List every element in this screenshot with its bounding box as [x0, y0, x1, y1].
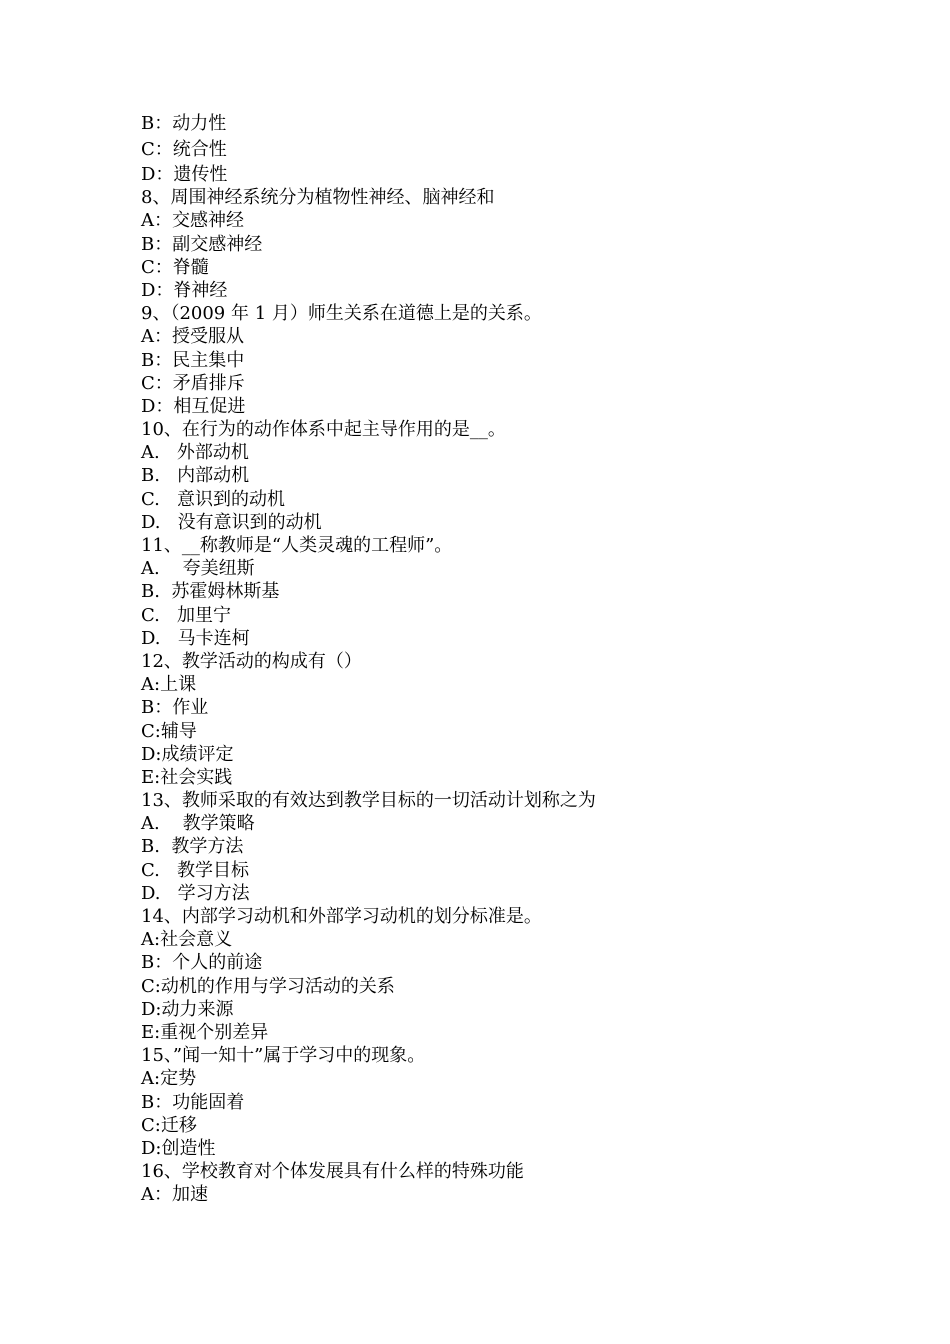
option-c: C:动机的作用与学习活动的关系 [141, 975, 395, 997]
option-a: A：授受服从 [141, 326, 244, 348]
option-d: D. 没有意识到的动机 [141, 511, 322, 533]
option-b: B. 苏霍姆林斯基 [141, 581, 280, 603]
option-b: B. 教学方法 [141, 836, 244, 858]
option-b: B：动力性 [141, 113, 227, 134]
option-d: D：遗传性 [141, 164, 228, 185]
option-b: B：副交感神经 [141, 233, 263, 255]
option-c: C：统合性 [141, 139, 227, 160]
option-d: D：相互促进 [141, 395, 246, 417]
question-8: 8、周围神经系统分为植物性神经、脑神经和 [141, 187, 495, 209]
question-11: 11、__称教师是“人类灵魂的工程师”。 [141, 535, 453, 556]
option-c: C. 教学目标 [141, 859, 250, 881]
question-10: 10、在行为的动作体系中起主导作用的是__。 [141, 419, 506, 441]
option-a: A. 外部动机 [141, 442, 249, 464]
option-d: D:成绩评定 [141, 743, 234, 765]
option-c: C. 意识到的动机 [141, 488, 286, 510]
option-a: A. 夸美纽斯 [141, 558, 255, 580]
option-c: C：矛盾排斥 [141, 372, 245, 394]
option-d: D. 马卡连柯 [141, 627, 250, 649]
option-e: E:重视个别差异 [141, 1021, 269, 1043]
option-c: C：脊髓 [141, 256, 209, 278]
option-a: A：加速 [141, 1184, 208, 1206]
option-b: B：民主集中 [141, 349, 245, 371]
option-c: C:迁移 [141, 1114, 197, 1136]
option-a: A. 教学策略 [141, 813, 255, 835]
question-9: 9、（2009 年 1 月）师生关系在道德上是的关系。 [141, 303, 542, 325]
option-b: B. 内部动机 [141, 465, 250, 487]
question-13: 13、教师采取的有效达到教学目标的一切活动计划称之为 [141, 790, 596, 812]
question-16: 16、学校教育对个体发展具有什么样的特殊功能 [141, 1161, 524, 1183]
question-12: 12、教学活动的构成有（） [141, 650, 362, 672]
option-c: C:辅导 [141, 720, 197, 742]
question-14: 14、内部学习动机和外部学习动机的划分标准是。 [141, 906, 542, 927]
option-e: E:社会实践 [141, 766, 233, 788]
option-a: A:社会意义 [141, 929, 233, 951]
option-c: C. 加里宁 [141, 604, 232, 626]
question-15: 15、”闻一知十”属于学习中的现象。 [141, 1045, 426, 1067]
option-b: B：个人的前途 [141, 952, 263, 974]
option-a: A:定势 [141, 1068, 197, 1090]
option-d: D：脊神经 [141, 279, 228, 301]
option-d: D:动力来源 [141, 998, 234, 1020]
option-b: B：作业 [141, 697, 209, 719]
option-a: A：交感神经 [141, 210, 244, 232]
option-b: B：功能固着 [141, 1091, 245, 1113]
document-body [141, 111, 841, 1206]
option-d: D. 学习方法 [141, 882, 250, 904]
option-a: A:上课 [141, 674, 197, 696]
option-d: D:创造性 [141, 1137, 216, 1159]
